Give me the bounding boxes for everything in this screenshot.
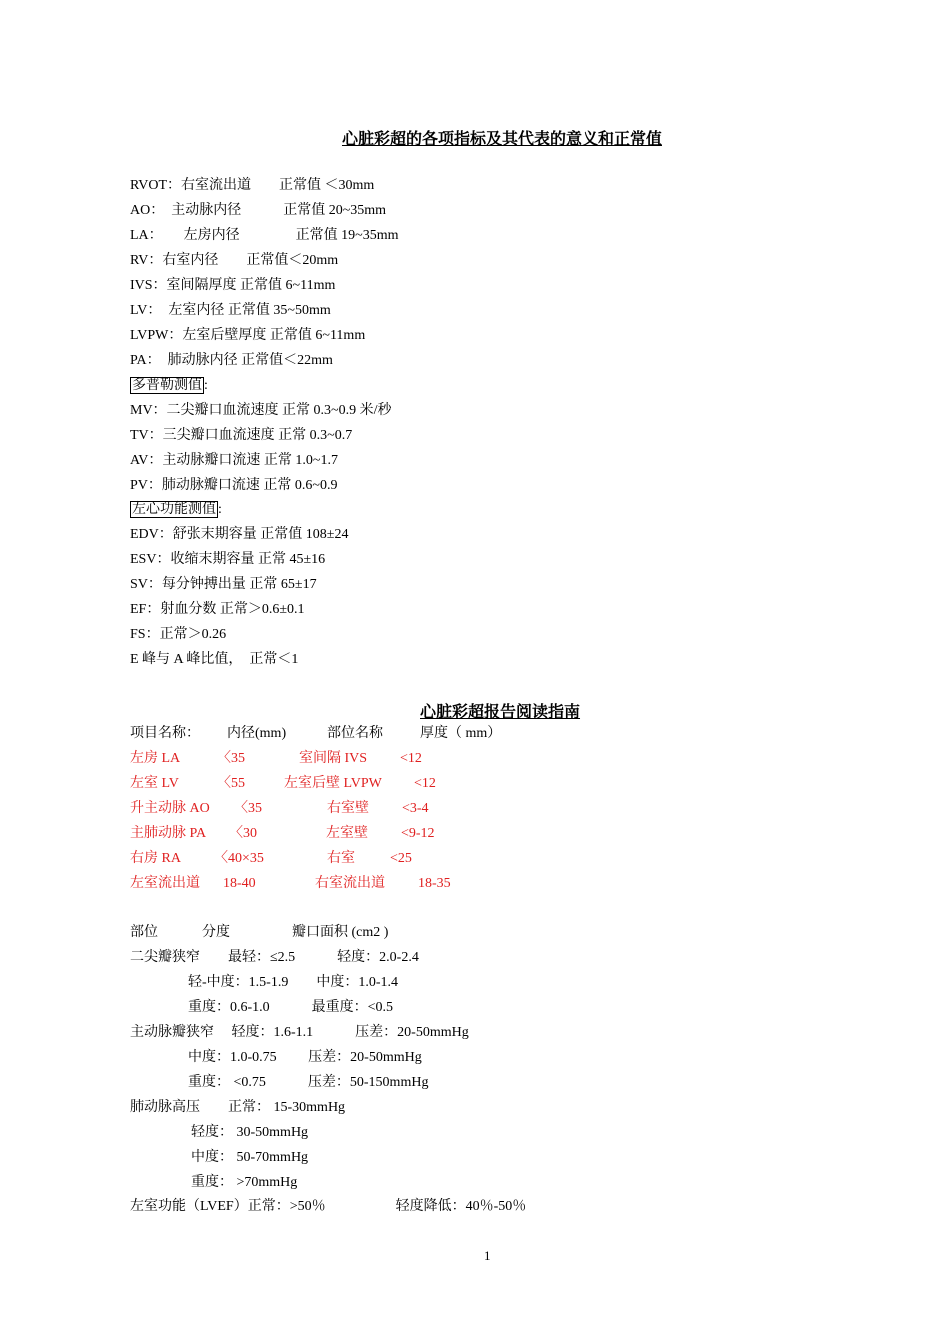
guide-cell: 左室后壁 LVPW [284,776,382,791]
guide-cell: 18-40 [223,876,256,891]
index-line-rvot: RVOT：右室流出道 正常值 ＜30mm [130,178,375,193]
main-title: 心脏彩超的各项指标及其代表的意义和正常值 [341,131,662,148]
guide-cell: 右房 RA [130,851,181,866]
guide-cell: 室间隔 IVS [299,751,368,766]
guide-cell: 升主动脉 AO [130,801,210,816]
guide-cell: <3-4 [402,801,429,816]
valve-line: 重度： <0.75 压差：50-150mmHg [188,1075,429,1090]
guide-cell: 左室 LV [130,776,179,791]
guide-cell: 右室壁 [327,801,369,816]
valve-line: 中度： 50-70mmHg [191,1150,309,1165]
guide-cell: 〈35 [217,751,245,766]
guide-cell: 左室壁 [326,826,368,841]
guide-cell: 18-35 [418,876,451,891]
valve-line: 重度： >70mmHg [191,1175,298,1190]
guide-cell: 左室流出道 [130,876,200,891]
guide-header-thickness: 厚度（ mm） [420,726,502,741]
guide-cell: <9-12 [401,826,435,841]
page-number: 1 [484,1248,491,1263]
lvf-line-fs: FS：正常＞0.26 [130,627,227,642]
lvf-line-sv: SV：每分钟搏出量 正常 65±17 [130,577,317,592]
valve-header-grade: 分度 [202,925,230,940]
guide-cell: <12 [400,751,422,766]
lvf-heading: 左心功能测值 [132,502,216,517]
valve-line: 主动脉瓣狭窄 轻度：1.6-1.1 压差：20-50mmHg [130,1025,469,1040]
doppler-line-tv: TV：三尖瓣口血流速度 正常 0.3~0.7 [130,428,353,443]
valve-line: 重度：0.6-1.0 最重度：<0.5 [188,1000,394,1015]
doppler-heading-line [130,377,208,395]
index-line-pa: PA： 肺动脉内径 正常值＜22mm [130,353,333,368]
guide-cell: 右室流出道 [315,876,385,891]
doppler-line-av: AV：主动脉瓣口流速 正常 1.0~1.7 [130,453,338,468]
guide-cell: 左房 LA [130,751,181,766]
guide-cell: 主肺动脉 PA [130,826,207,841]
lvf-line-edv: EDV：舒张末期容量 正常值 108±24 [130,527,349,542]
valve-line: 中度：1.0-0.75 压差：20-50mmHg [188,1050,422,1065]
guide-header-item: 项目名称： [130,726,200,741]
lvf-line-esv: ESV：收缩末期容量 正常 45±16 [130,552,326,567]
guide-cell: 〈40×35 [214,851,264,866]
index-line-rv: RV：右室内径 正常值＜20mm [130,253,339,268]
lvf-line-ea-ratio: E 峰与 A 峰比值， 正常＜1 [130,652,299,667]
doppler-line-mv: MV：二尖瓣口血流速度 正常 0.3~0.9 米/秒 [130,403,392,418]
guide-cell: <12 [414,776,436,791]
valve-line: 轻度： 30-50mmHg [191,1125,309,1140]
guide-cell: 右室 [327,851,355,866]
valve-header-part: 部位 [130,925,158,940]
guide-title: 心脏彩超报告阅读指南 [420,704,581,721]
valve-line: 轻-中度：1.5-1.9 中度：1.0-1.4 [188,975,398,990]
lvf-heading-colon: : [218,502,222,517]
guide-header-part: 部位名称 [327,726,383,741]
index-line-la: LA： 左房内径 正常值 19~35mm [130,228,399,243]
valve-line: 肺动脉高压 正常： 15-30mmHg [130,1100,346,1115]
index-line-ivs: IVS：室间隔厚度 正常值 6~11mm [130,278,336,293]
index-line-ao: AO： 主动脉内径 正常值 20~35mm [130,203,387,218]
guide-header-diameter: 内径(mm) [227,726,287,741]
guide-cell: 〈30 [229,826,257,841]
index-line-lvpw: LVPW：左室后壁厚度 正常值 6~11mm [130,328,366,343]
guide-cell: <25 [390,851,412,866]
valve-header-area: 瓣口面积 (cm2 ) [292,925,389,940]
guide-cell: 〈55 [217,776,245,791]
valve-line: 二尖瓣狭窄 最轻：≤2.5 轻度：2.0-2.4 [130,950,419,965]
index-line-lv: LV： 左室内径 正常值 35~50mm [130,303,331,318]
valve-line: 左室功能（LVEF）正常：>50％ 轻度降低：40％-50％ [130,1199,527,1214]
doppler-line-pv: PV：肺动脉瓣口流速 正常 0.6~0.9 [130,478,338,493]
lvf-heading-line [130,501,222,519]
doppler-heading-colon: : [204,378,208,393]
guide-cell: 〈35 [234,801,262,816]
lvf-line-ef: EF：射血分数 正常＞0.6±0.1 [130,602,305,617]
doppler-heading: 多普勒测值 [132,378,202,393]
